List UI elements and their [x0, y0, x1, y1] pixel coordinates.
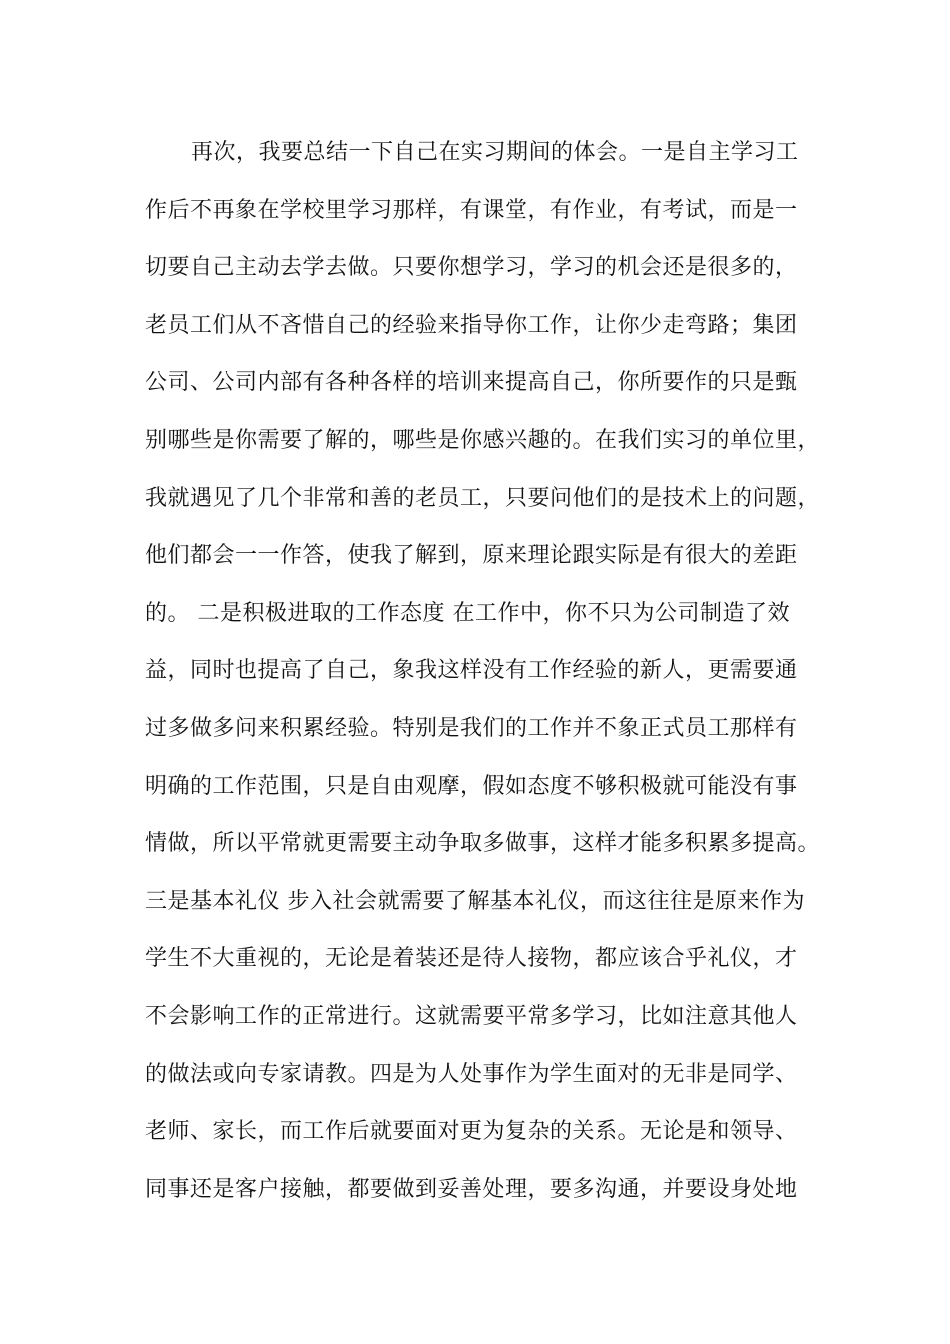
text-line: 三是基本礼仪 步入社会就需要了解基本礼仪，而这往往是原来作为	[145, 888, 805, 914]
text-line: 他们都会一一作答，使我了解到，原来理论跟实际是有很大的差距	[145, 543, 798, 569]
text-line: 作后不再象在学校里学习那样，有课堂，有作业，有考试，而是一	[145, 197, 798, 223]
text-line: 我就遇见了几个非常和善的老员工，只要问他们的是技术上的问题，	[145, 485, 821, 511]
text-line: 明确的工作范围，只是自由观摩，假如态度不够积极就可能没有事	[145, 773, 798, 799]
text-line: 切要自己主动去学去做。只要你想学习，学习的机会还是很多的，	[145, 255, 798, 281]
text-line: 再次，我要总结一下自己在实习期间的体会。一是自主学习工	[191, 140, 799, 165]
body-paragraph	[145, 133, 825, 1227]
text-line: 公司、公司内部有各种各样的培训来提高自己，你所要作的只是甄	[145, 370, 798, 396]
text-line: 益，同时也提高了自己，象我这样没有工作经验的新人，更需要通	[145, 658, 798, 684]
text-line: 别哪些是你需要了解的，哪些是你感兴趣的。在我们实习的单位里，	[145, 427, 821, 453]
text-line: 的。 二是积极进取的工作态度 在工作中，你不只为公司制造了效	[145, 600, 790, 626]
text-line: 过多做多问来积累经验。特别是我们的工作并不象正式员工那样有	[145, 715, 798, 741]
text-line: 不会影响工作的正常进行。这就需要平常多学习，比如注意其他人	[145, 1003, 798, 1029]
text-line: 同事还是客户接触，都要做到妥善处理，要多沟通，并要设身处地	[145, 1176, 798, 1202]
text-line: 的做法或向专家请教。四是为人处事作为学生面对的无非是同学、	[145, 1061, 798, 1087]
text-line: 老员工们从不吝惜自己的经验来指导你工作，让你少走弯路；集团	[145, 312, 798, 338]
text-line: 学生不大重视的，无论是着装还是待人接物，都应该合乎礼仪，才	[145, 946, 798, 972]
text-line: 老师、家长，而工作后就要面对更为复杂的关系。无论是和领导、	[145, 1119, 798, 1145]
text-line: 情做，所以平常就更需要主动争取多做事，这样才能多积累多提高。	[145, 831, 821, 857]
